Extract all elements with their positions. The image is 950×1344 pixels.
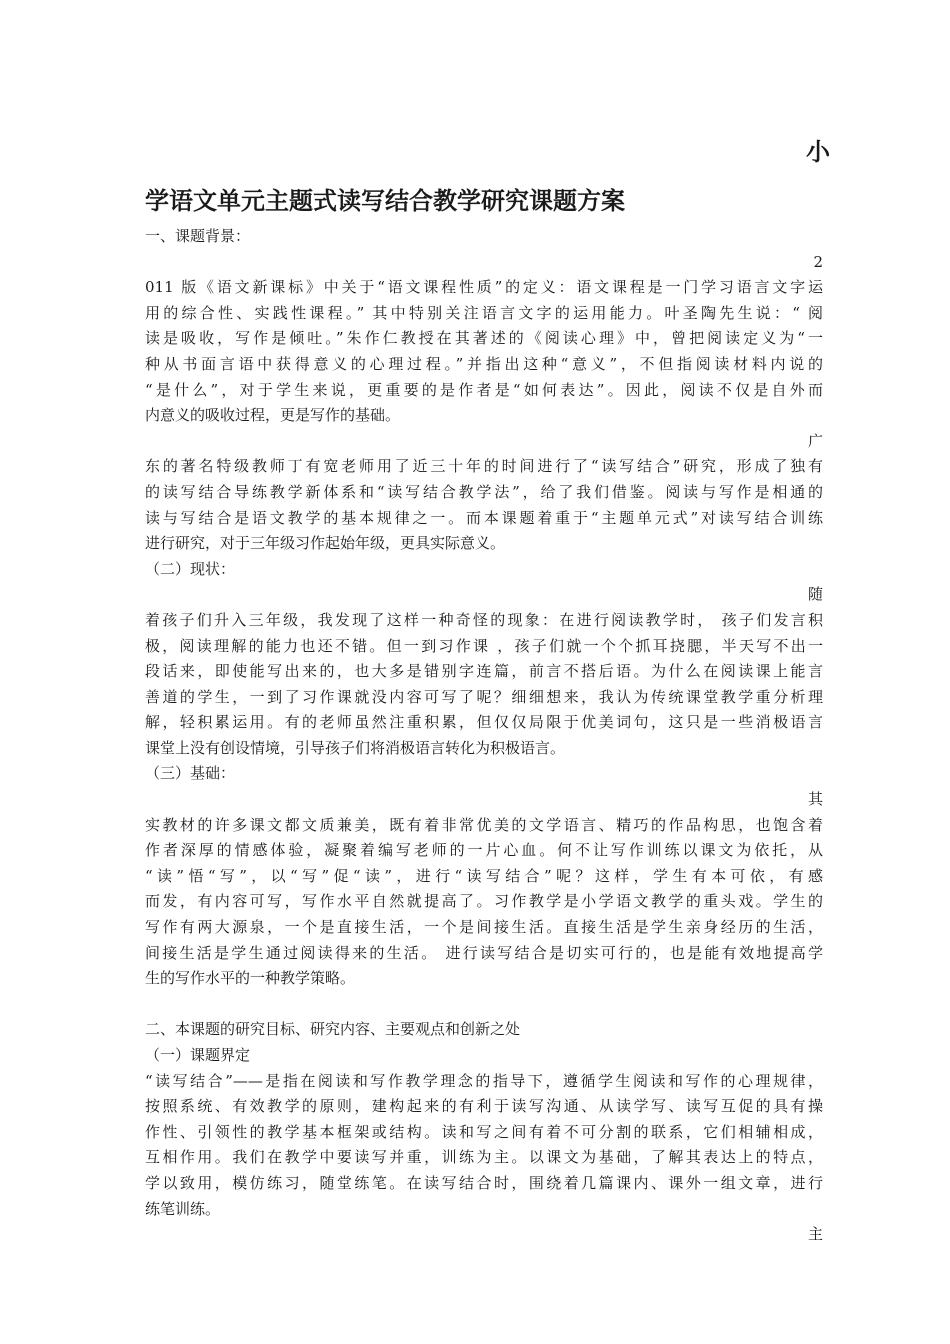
body-line: 读与写结合是语文教学的基本规律之一。而本课题着重于“主题单元式”对读写结合训练 xyxy=(145,508,823,527)
body-line: 一、课题背景： xyxy=(145,227,251,245)
body-line: 按照系统、有效教学的原则，建构起来的有利于读写沟通、从读学写、读写互促的具有操 xyxy=(145,1097,823,1116)
body-line: （一）课题界定 xyxy=(145,1046,251,1064)
body-line: 课堂上没有创设情境，引导孩子们将消极语言转化为积极语言。 xyxy=(145,738,566,757)
body-line: 善道的学生，一到了习作课就没内容可写了呢？细细想来，我认为传统课堂教学重分析理 xyxy=(145,687,823,706)
body-line: （三）基础： xyxy=(145,764,236,783)
body-line: 内意义的吸收过程，更是写作的基础。 xyxy=(145,406,401,425)
body-line: 互相作用。我们在教学中要读写并重，训练为主。以课文为基础，了解其表达上的特点， xyxy=(145,1148,823,1167)
body-line: 随 xyxy=(807,585,823,604)
body-line: 极，阅读理解的能力也还不错。但一到习作课 ，孩子们就一个个抓耳挠腮，半天写不出一 xyxy=(145,636,823,655)
body-line: 作性、引领性的教学基本框架或结构。读和写之间有着不可分割的联系，它们相辅相成， xyxy=(145,1122,823,1141)
document-body xyxy=(145,224,823,1248)
body-line xyxy=(145,992,823,1018)
body-line: 段话来，即使能写出来的，也大多是错别字连篇，前言不搭后语。为什么在阅读课上能言 xyxy=(145,662,823,681)
body-line: 东的著名特级教师丁有宽老师用了近三十年的时间进行了“读写结合”研究，形成了独有 xyxy=(145,457,823,476)
body-line: （二）现状： xyxy=(145,559,236,578)
body-line: 练笔训练。 xyxy=(145,1199,221,1218)
body-line: 解，轻积累运用。有的老师虽然注重积累，但仅仅局限于优美词句，这只是一些消极语言 xyxy=(145,713,823,732)
body-line: 用的综合性、实践性课程。” 其中特别关注语言文字的运用能力。叶圣陶先生说：“ 阅 xyxy=(145,303,823,322)
body-line: 进行研究，对于三年级习作起始年级，更具实际意义。 xyxy=(145,534,506,553)
body-line: “读写结合”——是指在阅读和写作教学理念的指导下，遵循学生阅读和写作的心理规律， xyxy=(145,1071,823,1090)
body-line: 生的写作水平的一种教学策略。 xyxy=(145,969,356,988)
document-title: 学语文单元主题式读写结合教学研究课题方案 xyxy=(145,187,625,215)
body-line: 广 xyxy=(807,431,823,450)
body-line: 实教材的许多课文都文质兼美，既有着非常优美的文学语言、精巧的作品构思，也饱含着 xyxy=(145,815,823,834)
body-line: 011 版《语文新课标》中关于“语文课程性质”的定义：语文课程是一门学习语言文字运 xyxy=(145,278,823,297)
body-line: 读是吸收，写作是倾吐。”朱作仁教授在其著述的《阅读心理》中，曾把阅读定义为“一 xyxy=(145,329,823,348)
body-line: 间接生活是学生通过阅读得来的生活。 进行读写结合是切实可行的，也是能有效地提高学 xyxy=(145,943,823,962)
body-line: 种从书面言语中获得意义的心理过程。”并指出这种“意义”，不但指阅读材料内说的 xyxy=(145,354,823,373)
body-line: 二、本课题的研究目标、研究内容、主要观点和创新之处 xyxy=(145,1020,521,1039)
title-first-character: 小 xyxy=(806,138,830,166)
body-line: 的读写结合导练教学新体系和“读写结合教学法”，给了我们借鉴。阅读与写作是相通的 xyxy=(145,482,823,501)
body-line: 主 xyxy=(807,1225,823,1244)
body-line: 着孩子们升入三年级，我发现了这样一种奇怪的现象：在进行阅读教学时， 孩子们发言积 xyxy=(145,610,823,629)
body-line: 学以致用，模仿练习，随堂练笔。在读写结合时，围绕着几篇课内、课外一组文章，进行 xyxy=(145,1173,823,1192)
body-line: 其 xyxy=(807,790,823,809)
body-line: “读”悟“写”，以“写”促“读”，进行“读写结合”呢？这样，学生有本可依，有感 xyxy=(145,866,823,885)
body-line: “是什么”，对于学生来说，更重要的是作者是“如何表达”。因此，阅读不仅是自外而 xyxy=(145,380,823,399)
body-line: 2 xyxy=(813,252,823,271)
body-line: 作者深厚的情感体验，凝聚着编写老师的一片心血。何不让写作训练以课文为依托，从 xyxy=(145,841,823,860)
body-line: 写作有两大源泉，一个是直接生活，一个是间接生活。直接生活是学生亲身经历的生活， xyxy=(145,918,823,937)
body-line: 而发，有内容可写，写作水平自然就提高了。习作教学是小学语文教学的重头戏。学生的 xyxy=(145,892,823,911)
